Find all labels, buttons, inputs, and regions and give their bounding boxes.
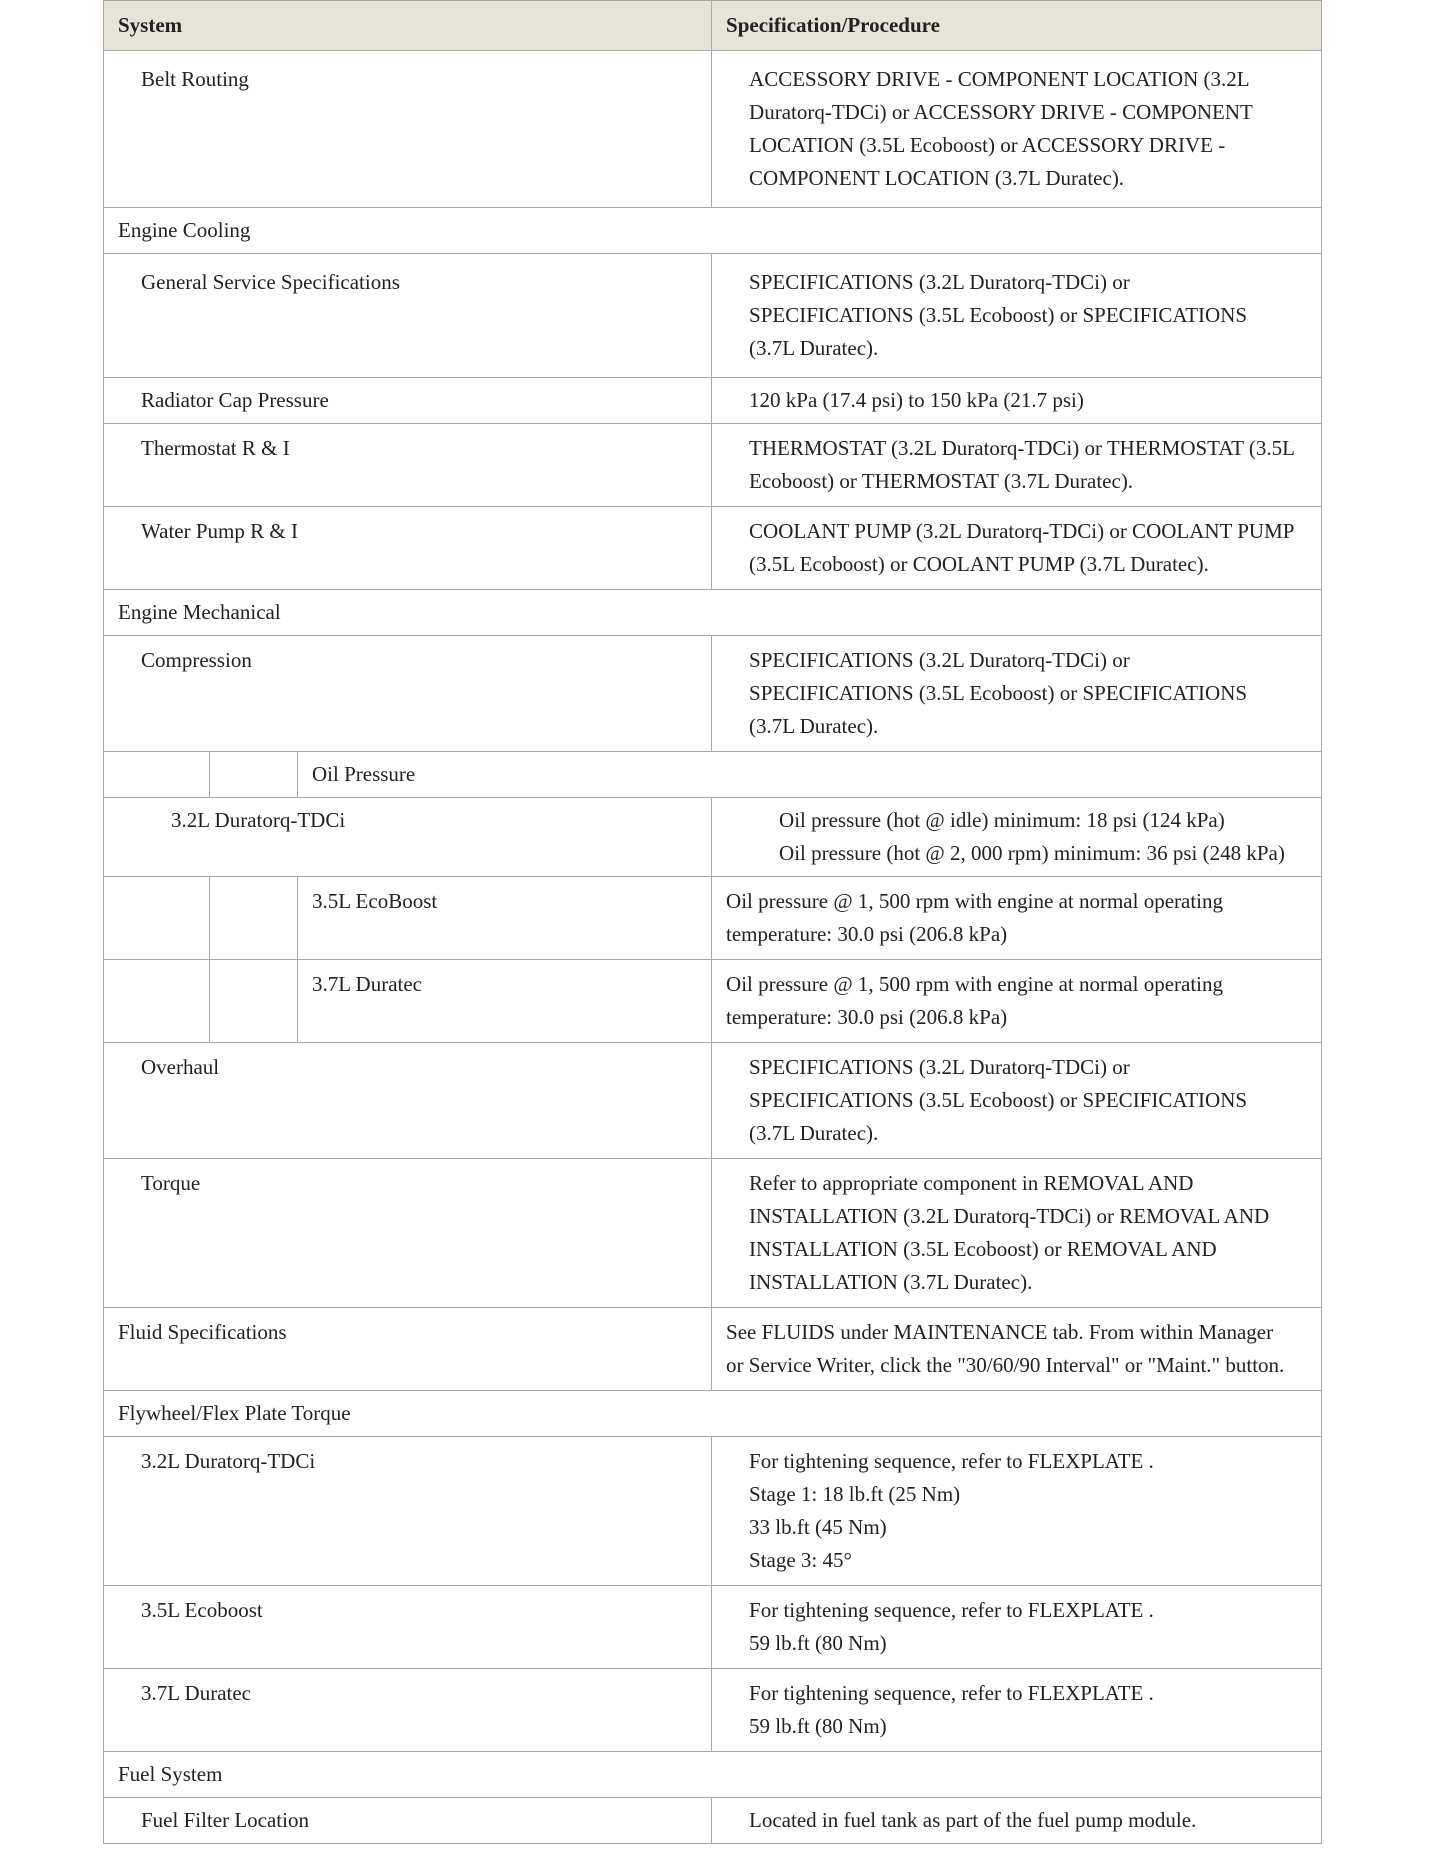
table-row: [104, 1159, 1322, 1308]
table-row: [104, 1043, 1322, 1159]
row-value-compression: [712, 636, 1322, 752]
value-line: For tightening sequence, refer to FLEXPLATE .: [749, 1449, 1154, 1473]
spec-column-header: Specification/Procedure: [712, 1, 1322, 51]
value-line: LOCATION (3.5L Ecoboost) or ACCESSORY DRIVE -: [749, 133, 1226, 157]
value-line: COOLANT PUMP (3.2L Duratorq-TDCi) or COOLANT PUMP: [749, 519, 1295, 543]
table-row: [104, 254, 1322, 378]
section-row: [104, 590, 1322, 636]
table-row: [104, 424, 1322, 507]
row-value-overhaul: [712, 1043, 1322, 1159]
value-line: Stage 3: 45°: [749, 1548, 852, 1572]
row-label-thermostat: Thermostat R & I: [104, 424, 712, 507]
row-value-fly-32: [712, 1437, 1322, 1586]
section-row: [104, 1752, 1322, 1798]
value-line: INSTALLATION (3.5L Ecoboost) or REMOVAL AND: [749, 1237, 1217, 1261]
row-label-oil-37: 3.7L Duratec: [298, 960, 712, 1043]
value-line: For tightening sequence, refer to FLEXPLATE .: [749, 1681, 1154, 1705]
row-label-overhaul: Overhaul: [104, 1043, 712, 1159]
value-line: Ecoboost) or THERMOSTAT (3.7L Duratec).: [749, 469, 1134, 493]
row-label-fly-35: 3.5L Ecoboost: [104, 1586, 712, 1669]
value-line: 33 lb.ft (45 Nm): [749, 1515, 887, 1539]
value-line: COMPONENT LOCATION (3.7L Duratec).: [749, 166, 1125, 190]
row-label-oil-32: 3.2L Duratorq-TDCi: [104, 798, 712, 877]
value-line: 59 lb.ft (80 Nm): [749, 1714, 887, 1738]
value-line: INSTALLATION (3.2L Duratorq-TDCi) or REMOVAL AND: [749, 1204, 1270, 1228]
value-line: THERMOSTAT (3.2L Duratorq-TDCi) or THERMOSTAT (3.5L: [749, 436, 1295, 460]
row-label-fluid-specs: Fluid Specifications: [104, 1308, 712, 1391]
table-row: [104, 507, 1322, 590]
system-column-header: System: [104, 1, 712, 51]
row-value-thermostat: [712, 424, 1322, 507]
section-label-fuel-system: Fuel System: [104, 1752, 1322, 1798]
value-line: temperature: 30.0 psi (206.8 kPa): [726, 922, 1008, 946]
row-label-radiator-cap: Radiator Cap Pressure: [104, 378, 712, 424]
table-row: [104, 51, 1322, 208]
table-row: [104, 1798, 1322, 1844]
section-row: [104, 1391, 1322, 1437]
table-row: [104, 378, 1322, 424]
row-value-fluid-specs: [712, 1308, 1322, 1391]
row-value-oil-35: [712, 877, 1322, 960]
row-value-fuel-filter: Located in fuel tank as part of the fuel pump module.: [712, 1798, 1322, 1844]
subsection-row: [104, 752, 1322, 798]
row-value-torque: [712, 1159, 1322, 1308]
table-row: [104, 877, 1322, 960]
row-label-fly-37: 3.7L Duratec: [104, 1669, 712, 1752]
row-value-radiator-cap: 120 kPa (17.4 psi) to 150 kPa (21.7 psi): [712, 378, 1322, 424]
table-row: [104, 960, 1322, 1043]
value-line: SPECIFICATIONS (3.2L Duratorq-TDCi) or: [749, 270, 1130, 294]
value-line: Oil pressure (hot @ idle) minimum: 18 psi (124 kPa): [779, 808, 1225, 832]
row-value-fly-37: [712, 1669, 1322, 1752]
value-line: Refer to appropriate component in REMOVAL AND: [749, 1171, 1194, 1195]
spacer-cell: [104, 752, 210, 798]
row-label-general-service: General Service Specifications: [104, 254, 712, 378]
row-label-fly-32: 3.2L Duratorq-TDCi: [104, 1437, 712, 1586]
subsection-label-oil-pressure: Oil Pressure: [298, 752, 1322, 798]
value-line: or Service Writer, click the "30/60/90 Interval" or "Maint." button.: [726, 1353, 1285, 1377]
spacer-cell: [104, 877, 210, 960]
value-line: SPECIFICATIONS (3.5L Ecoboost) or SPECIFICATIONS: [749, 1088, 1248, 1112]
row-label-oil-35: 3.5L EcoBoost: [298, 877, 712, 960]
value-line: Stage 1: 18 lb.ft (25 Nm): [749, 1482, 961, 1506]
row-label-belt-routing: Belt Routing: [104, 51, 712, 208]
section-label-flywheel: Flywheel/Flex Plate Torque: [104, 1391, 1322, 1437]
value-line: SPECIFICATIONS (3.5L Ecoboost) or SPECIFICATIONS: [749, 303, 1248, 327]
specifications-table: [103, 0, 1322, 1844]
value-line: For tightening sequence, refer to FLEXPLATE .: [749, 1598, 1154, 1622]
value-line: 59 lb.ft (80 Nm): [749, 1631, 887, 1655]
table-row: [104, 1437, 1322, 1586]
table-header-row: [104, 1, 1322, 51]
row-label-compression: Compression: [104, 636, 712, 752]
value-line: SPECIFICATIONS (3.5L Ecoboost) or SPECIFICATIONS: [749, 681, 1248, 705]
section-label-engine-mechanical: Engine Mechanical: [104, 590, 1322, 636]
table-row: [104, 636, 1322, 752]
section-label-engine-cooling: Engine Cooling: [104, 208, 1322, 254]
row-value-fly-35: [712, 1586, 1322, 1669]
value-line: INSTALLATION (3.7L Duratec).: [749, 1270, 1033, 1294]
value-line: Oil pressure (hot @ 2, 000 rpm) minimum: 36 psi (248 kPa): [779, 841, 1285, 865]
value-line: (3.7L Duratec).: [749, 1121, 879, 1145]
spacer-cell: [210, 960, 298, 1043]
spacer-cell: [210, 752, 298, 798]
row-value-general-service: [712, 254, 1322, 378]
value-line: Oil pressure @ 1, 500 rpm with engine at normal operating: [726, 889, 1224, 913]
table-row: [104, 1586, 1322, 1669]
value-line: temperature: 30.0 psi (206.8 kPa): [726, 1005, 1008, 1029]
row-label-water-pump: Water Pump R & I: [104, 507, 712, 590]
row-value-water-pump: [712, 507, 1322, 590]
section-row: [104, 208, 1322, 254]
row-value-oil-32: [712, 798, 1322, 877]
value-line: (3.7L Duratec).: [749, 714, 879, 738]
spacer-cell: [210, 877, 298, 960]
spacer-cell: [104, 960, 210, 1043]
row-value-belt-routing: [712, 51, 1322, 208]
value-line: (3.7L Duratec).: [749, 336, 879, 360]
value-line: (3.5L Ecoboost) or COOLANT PUMP (3.7L Duratec).: [749, 552, 1209, 576]
row-label-torque: Torque: [104, 1159, 712, 1308]
table-row: [104, 1669, 1322, 1752]
table-row: [104, 1308, 1322, 1391]
value-line: SPECIFICATIONS (3.2L Duratorq-TDCi) or: [749, 1055, 1130, 1079]
row-label-fuel-filter: Fuel Filter Location: [104, 1798, 712, 1844]
value-line: ACCESSORY DRIVE - COMPONENT LOCATION (3.2L: [749, 67, 1250, 91]
row-value-oil-37: [712, 960, 1322, 1043]
value-line: SPECIFICATIONS (3.2L Duratorq-TDCi) or: [749, 648, 1130, 672]
value-line: Oil pressure @ 1, 500 rpm with engine at normal operating: [726, 972, 1224, 996]
value-line: See FLUIDS under MAINTENANCE tab. From within Manager: [726, 1320, 1274, 1344]
table-row: [104, 798, 1322, 877]
value-line: Duratorq-TDCi) or ACCESSORY DRIVE - COMPONENT: [749, 100, 1253, 124]
